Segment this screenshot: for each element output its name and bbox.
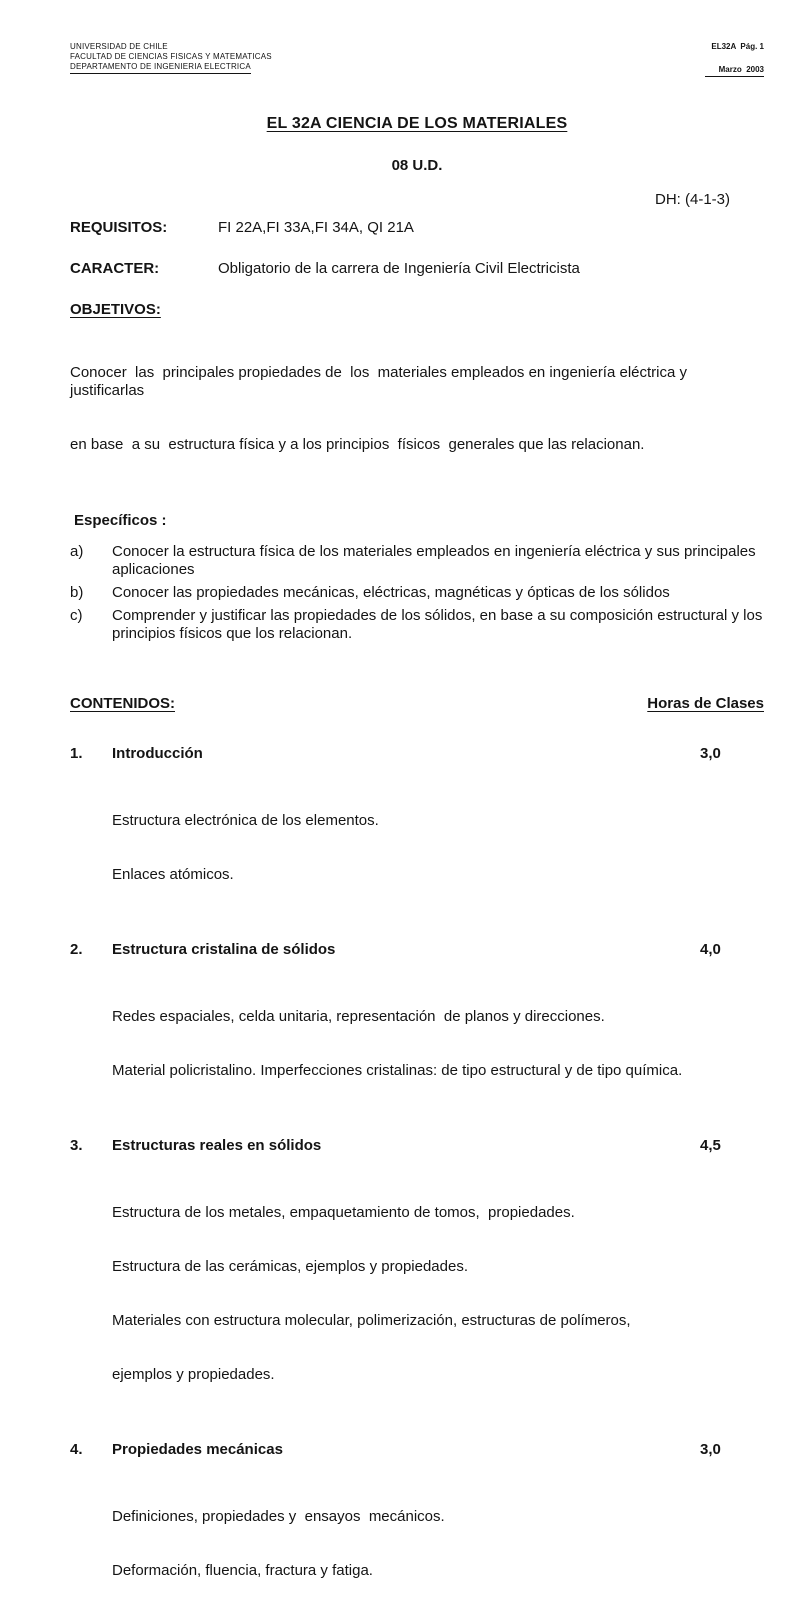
requisitos-row <box>70 219 764 236</box>
item-title: Estructuras reales en sólidos <box>112 1137 322 1154</box>
item-number: 3. <box>70 1137 83 1154</box>
content-item-body <box>112 972 764 1116</box>
list-item-text: Conocer las propiedades mecánicas, eléctricas, magnéticas y ópticas de los sólidos <box>112 584 670 601</box>
content-item-head <box>70 941 764 959</box>
contenidos-header <box>70 695 764 712</box>
requisitos-value: FI 22A,FI 33A,FI 34A, QI 21A <box>218 219 414 236</box>
item-number: 1. <box>70 745 83 762</box>
caracter-label: CARACTER: <box>70 260 160 277</box>
item-number: 4. <box>70 1441 83 1458</box>
institution-line-3: DEPARTAMENTO DE INGENIERIA ELECTRICA <box>70 62 251 74</box>
item-hours: 3,0 <box>700 745 721 762</box>
item-hours: 4,5 <box>700 1137 721 1154</box>
list-item-b <box>70 584 764 602</box>
content-item-body <box>112 1168 764 1420</box>
content-line: Deformación, fluencia, fractura y fatiga. <box>112 1562 373 1579</box>
course-title: EL 32A CIENCIA DE LOS MATERIALES <box>266 115 568 132</box>
list-item-a <box>70 543 764 579</box>
objetivos-heading: OBJETIVOS: <box>70 301 161 318</box>
item-hours: 3,0 <box>700 1441 721 1458</box>
content-line: Enlaces atómicos. <box>112 866 234 883</box>
list-item-text: Comprender y justificar las propiedades de los sólidos, en base a su composición estructural y los principios físicos que los relacionan. <box>112 607 763 642</box>
list-marker: b) <box>70 584 84 601</box>
item-hours: 4,0 <box>700 941 721 958</box>
content-item-4 <box>70 1441 764 1616</box>
content-line: Definiciones, propiedades y ensayos mecánicos. <box>112 1508 445 1525</box>
content-line: Material policristalino. Imperfecciones cristalinas: de tipo estructural y de tipo química. <box>112 1062 683 1079</box>
horas-de-clases-heading: Horas de Clases <box>647 695 764 712</box>
content-line: Estructura de los metales, empaquetamiento de tomos, propiedades. <box>112 1204 575 1221</box>
especificos-list <box>70 543 764 643</box>
content-item-body <box>112 1472 764 1616</box>
objetivos-paragraph <box>70 328 764 490</box>
contenidos-heading: CONTENIDOS: <box>70 695 175 712</box>
list-marker: a) <box>70 543 84 560</box>
objetivos-paragraph-line-1: Conocer las principales propiedades de los materiales empleados en ingeniería eléctrica y justificarlas <box>70 364 692 399</box>
institution-line-2: FACULTAD DE CIENCIAS FISICAS Y MATEMATICAS <box>70 52 272 61</box>
item-title: Propiedades mecánicas <box>112 1441 283 1458</box>
caracter-value: Obligatorio de la carrera de Ingeniería Civil Electricista <box>218 260 580 277</box>
content-item-head <box>70 745 764 763</box>
dh-distribution: DH: (4-1-3) <box>654 191 730 208</box>
content-item-body <box>112 776 764 920</box>
list-marker: c) <box>70 607 83 624</box>
content-line: Estructura electrónica de los elementos. <box>112 812 379 829</box>
page-ref-block <box>705 42 764 77</box>
content-item-2 <box>70 941 764 1116</box>
especificos-heading: Específicos : <box>74 512 167 529</box>
item-number: 2. <box>70 941 83 958</box>
item-title: Estructura cristalina de sólidos <box>112 941 336 958</box>
content-line: Estructura de las cerámicas, ejemplos y propiedades. <box>112 1258 469 1275</box>
item-title: Introducción <box>112 745 203 762</box>
content-item-head <box>70 1441 764 1459</box>
content-line: ejemplos y propiedades. <box>112 1366 275 1383</box>
content-item-1 <box>70 745 764 920</box>
course-units: 08 U.D. <box>391 157 443 174</box>
content-line: Redes espaciales, celda unitaria, representación de planos y direcciones. <box>112 1008 605 1025</box>
list-item-c <box>70 607 764 643</box>
caracter-row <box>70 260 764 277</box>
content-line: Materiales con estructura molecular, polimerización, estructuras de polímeros, <box>112 1312 631 1329</box>
list-item-text: Conocer la estructura física de los materiales empleados en ingeniería eléctrica y sus principales aplicaciones <box>112 543 756 578</box>
objetivos-paragraph-line-2: en base a su estructura física y a los principios físicos generales que las relacionan. <box>70 436 645 453</box>
institution-block <box>70 42 272 74</box>
content-item-3 <box>70 1137 764 1420</box>
requisitos-label: REQUISITOS: <box>70 219 168 236</box>
institution-line-1: UNIVERSIDAD DE CHILE <box>70 42 168 51</box>
page-reference: EL32A Pág. 1 <box>711 42 764 51</box>
content-item-head <box>70 1137 764 1155</box>
page-header <box>70 42 764 77</box>
document-date: Marzo 2003 <box>705 65 764 77</box>
